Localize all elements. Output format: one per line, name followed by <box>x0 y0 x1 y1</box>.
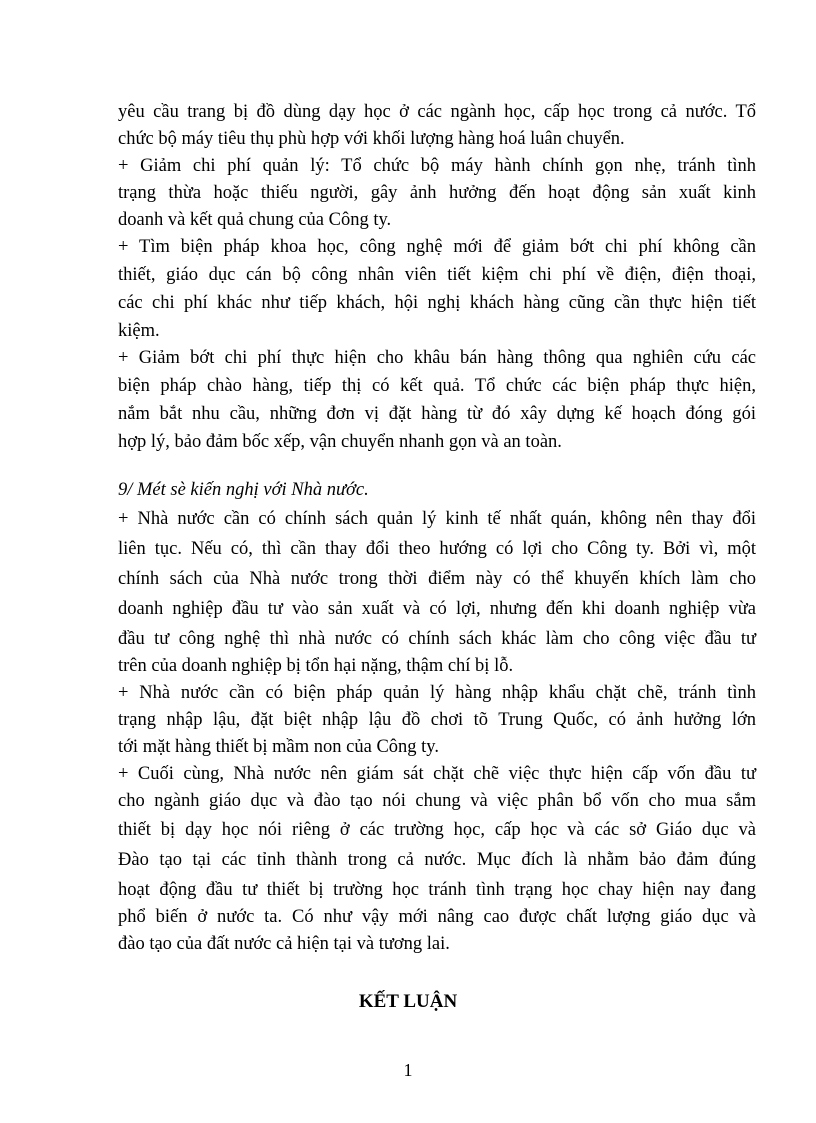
text-line: chính sách của Nhà nước trong thời điểm này có thể khuyến khích làm cho <box>118 569 756 589</box>
text-line: trạng nhập lậu, đặt biệt nhập lậu đồ chơi tõ Trung Quốc, có ảnh hưởng lớn <box>118 710 756 730</box>
text-line: tới mặt hàng thiết bị mầm non của Công ty. <box>118 737 439 757</box>
text-line: doanh và kết quả chung của Công ty. <box>118 210 392 230</box>
text-line: thiết, giáo dục cán bộ công nhân viên tiết kiệm chi phí về điện, điện thoại, <box>118 265 756 285</box>
text-line: + Nhà nước cần có chính sách quản lý kinh tế nhất quán, không nên thay đổi <box>118 509 756 529</box>
text-line: hợp lý, bảo đảm bốc xếp, vận chuyển nhanh gọn và an toàn. <box>118 432 562 452</box>
text-line: kiệm. <box>118 321 160 341</box>
conclusion-heading: KẾT LUẬN <box>358 991 458 1012</box>
text-line: Đào tạo tại các tỉnh thành trong cả nước. Mục đích là nhằm bảo đảm đúng <box>118 850 756 870</box>
text-line: yêu cầu trang bị đồ dùng dạy học ở các ngành học, cấp học trong cả nước. Tổ <box>118 102 756 122</box>
text-line: liên tục. Nếu có, thì cần thay đổi theo hướng có lợi cho Công ty. Bởi vì, một <box>118 539 756 559</box>
text-line: biện pháp chào hàng, tiếp thị có kết quả. Tổ chức các biện pháp thực hiện, <box>118 376 756 396</box>
text-line: + Nhà nước cần có biện pháp quản lý hàng nhập khẩu chặt chẽ, tránh tình <box>118 683 756 703</box>
text-line: thiết bị dạy học nói riêng ở các trường học, cấp học và các sở Giáo dục và <box>118 820 756 840</box>
text-line: các chi phí khác như tiếp khách, hội nghị khách hàng cũng cần thực hiện tiết <box>118 293 756 313</box>
text-line: nắm bắt nhu cầu, những đơn vị đặt hàng từ đó xây dựng kế hoạch đóng gói <box>118 404 756 424</box>
text-line: trạng thừa hoặc thiếu người, gây ảnh hưởng đến hoạt động sản xuất kinh <box>118 183 756 203</box>
text-line: hoạt động đầu tư thiết bị trường học tránh tình trạng học chay hiện nay đang <box>118 880 756 900</box>
text-line: + Cuối cùng, Nhà nước nên giám sát chặt chẽ việc thực hiện cấp vốn đầu tư <box>118 764 756 784</box>
text-line: cho ngành giáo dục và đào tạo nói chung và việc phân bổ vốn cho mua sắm <box>118 791 756 811</box>
text-line: đào tạo của đất nước cả hiện tại và tương lai. <box>118 934 450 954</box>
text-line: phổ biến ở nước ta. Có như vậy mới nâng cao được chất lượng giáo dục và <box>118 907 756 927</box>
text-line: + Giảm chi phí quản lý: Tổ chức bộ máy hành chính gọn nhẹ, tránh tình <box>118 156 756 176</box>
page-number: 1 <box>403 1060 413 1080</box>
text-line: chức bộ máy tiêu thụ phù hợp với khối lượng hàng hoá luân chuyển. <box>118 129 625 149</box>
text-line: trên của doanh nghiệp bị tổn hại nặng, thậm chí bị lỗ. <box>118 656 514 676</box>
text-line: doanh nghiệp đầu tư vào sản xuất và có lợi, nhưng đến khi doanh nghiệp vừa <box>118 599 756 619</box>
text-line: + Giảm bớt chi phí thực hiện cho khâu bán hàng thông qua nghiên cứu các <box>118 348 756 368</box>
text-line: + Tìm biện pháp khoa học, công nghệ mới để giảm bớt chi phí không cần <box>118 237 756 257</box>
text-line: đầu tư công nghệ thì nhà nước có chính sách khác làm cho công việc đầu tư <box>118 629 756 649</box>
section-title: 9/ Mét sè kiến nghị với Nhà nước. <box>118 480 369 500</box>
